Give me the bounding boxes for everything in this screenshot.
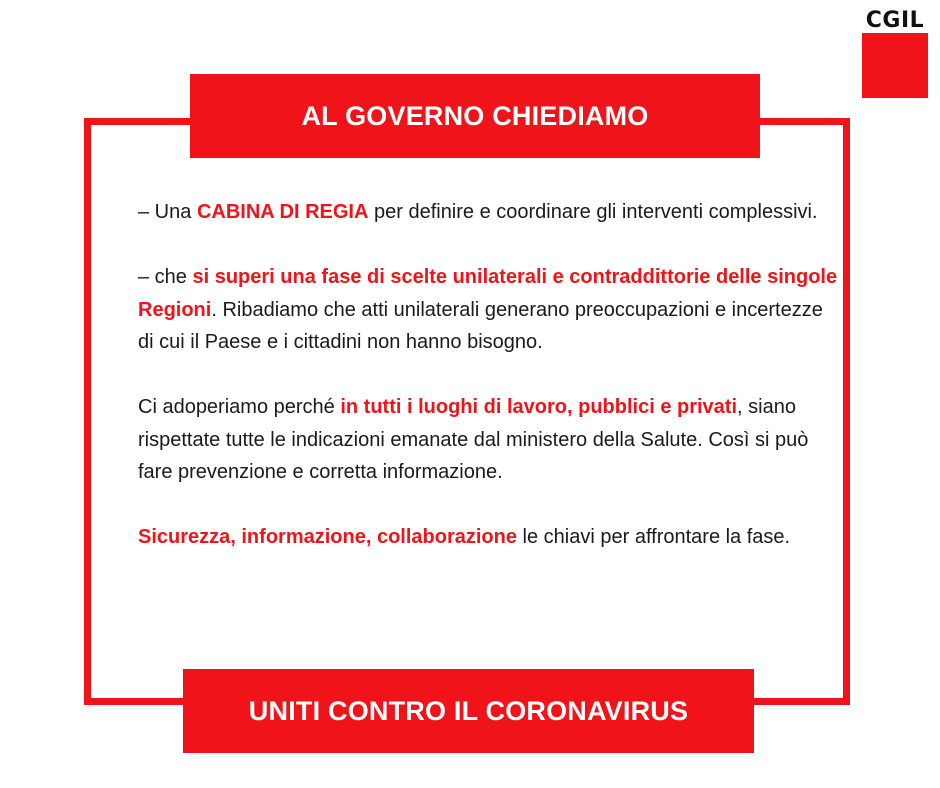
paragraph-text: , siano rispettate tutte le indicazioni emanate dal ministero della Salute. Così si può fare prevenzione e corretta informazione. <box>138 396 809 483</box>
paragraph-text: per definire e coordinare gli interventi complessivi. <box>368 201 818 223</box>
paragraph-text: – Una <box>138 201 197 223</box>
paragraph-text: . Ribadiamo che atti unilaterali generano preoccupazioni e incertezze di cui il Paese e i cittadini non hanno bisogno. <box>138 298 823 353</box>
footer-banner <box>183 669 754 753</box>
paragraph-text: – che <box>138 266 193 288</box>
highlighted-text: in tutti i luoghi di lavoro, pubblici e privati <box>340 396 738 418</box>
message-body <box>138 196 838 586</box>
header-banner <box>190 74 760 158</box>
highlighted-text: Sicurezza, informazione, collaborazione <box>138 526 517 548</box>
header-banner-title: AL GOVERNO CHIEDIAMO <box>301 100 649 131</box>
footer-banner-title: UNITI CONTRO IL CORONAVIRUS <box>248 695 689 726</box>
highlighted-text: si superi una fase di scelte unilaterali e contraddittorie delle singole Regioni <box>138 266 838 321</box>
paragraph-cabina-di-regia <box>138 196 838 229</box>
highlighted-text: CABINA DI REGIA <box>196 201 369 223</box>
paragraph-text: le chiavi per affrontare la fase. <box>516 526 791 548</box>
logo-red-square <box>862 33 928 98</box>
paragraph-luoghi-di-lavoro <box>138 391 838 489</box>
cgil-logo <box>862 10 928 98</box>
logo-text: CGIL <box>865 8 925 33</box>
paragraph-text: Ci adoperiamo perché <box>138 396 341 418</box>
paragraph-regioni <box>138 261 838 359</box>
paragraph-sicurezza <box>138 521 838 554</box>
